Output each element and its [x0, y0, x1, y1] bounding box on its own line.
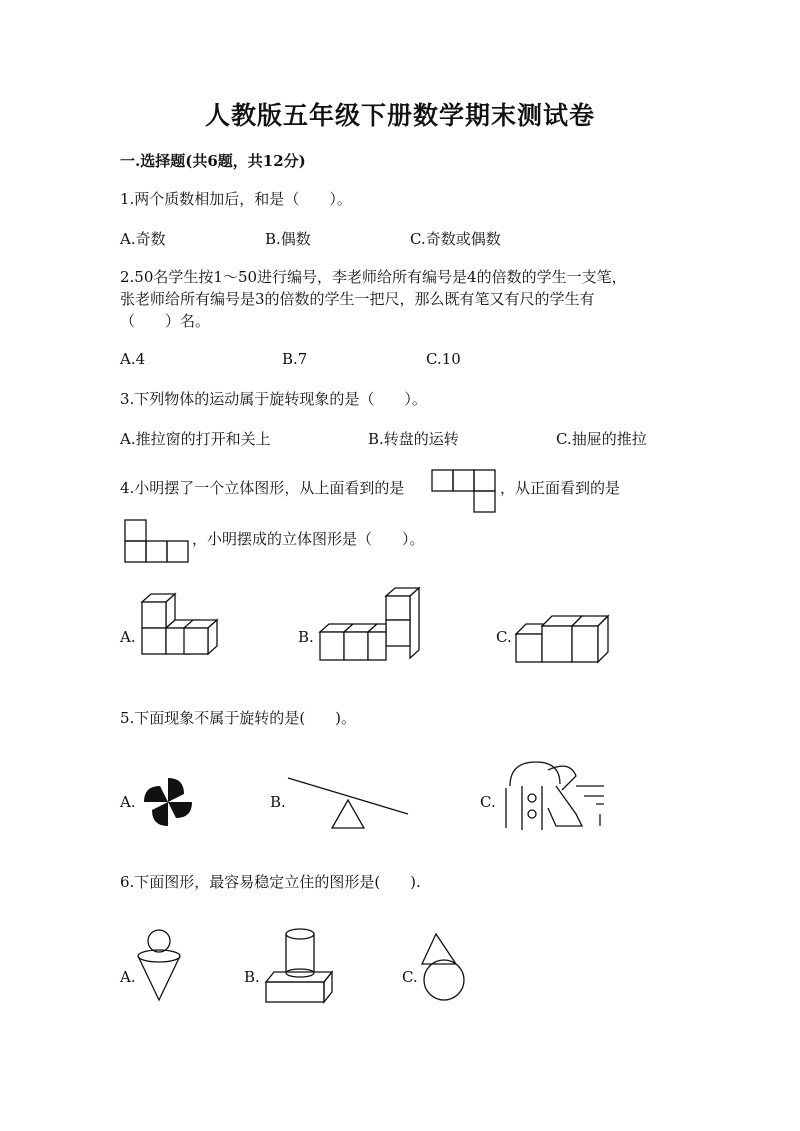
- cone-on-sphere-figure: [420, 932, 470, 1004]
- cube-figure-b: [318, 586, 428, 666]
- seesaw-icon: [286, 774, 412, 832]
- top-view-figure: [432, 469, 496, 513]
- q6-option-c-label: C.: [402, 968, 418, 986]
- cube-figure-a: [138, 592, 228, 662]
- section-heading: 一.选择题(共6题，共12分): [120, 152, 306, 170]
- front-view-figure: [124, 519, 190, 563]
- cube-figure-c: [514, 610, 624, 666]
- question-5: 5.下面现象不属于旋转的是( )。: [120, 709, 357, 727]
- q6-option-b-label: B.: [244, 968, 260, 986]
- q1-option-b: B.偶数: [265, 230, 311, 248]
- q1-option-c: C.奇数或偶数: [410, 230, 501, 248]
- q2-option-a: A.4: [120, 350, 146, 368]
- question-2-line1: 2.50名学生按1～50进行编号，李老师给所有编号是4的倍数的学生一支笔，: [120, 268, 627, 286]
- cone-sphere-figure: [136, 928, 186, 1004]
- question-2-line3: （ ）名。: [120, 312, 211, 330]
- q6-option-a-label: A.: [120, 968, 136, 986]
- q1-option-a: A.奇数: [120, 230, 166, 248]
- question-6: 6.下面图形，最容易稳定立住的图形是( ).: [120, 873, 421, 891]
- pinwheel-icon: [138, 772, 198, 832]
- question-4-part1: 4.小明摆了一个立体图形，从上面看到的是: [120, 479, 405, 497]
- q4-option-c-label: C.: [496, 628, 512, 646]
- q4-option-b-label: B.: [298, 628, 314, 646]
- q3-option-a: A.推拉窗的打开和关上: [120, 430, 271, 448]
- question-4-part3: ，小明摆成的立体图形是（ ）。: [192, 530, 425, 548]
- question-2-line2: 张老师给所有编号是3的倍数的学生一把尺，那么既有笔又有尺的学生有: [120, 290, 595, 308]
- q3-option-c: C.抽屉的推拉: [556, 430, 647, 448]
- q5-option-a-label: A.: [120, 793, 136, 811]
- cylinder-box-figure: [264, 926, 336, 1004]
- q5-option-b-label: B.: [270, 793, 286, 811]
- q4-option-a-label: A.: [120, 628, 136, 646]
- question-4-part2: ，从正面看到的是: [500, 479, 621, 497]
- question-1: 1.两个质数相加后，和是（ ）。: [120, 190, 352, 208]
- q2-option-b: B.7: [282, 350, 308, 368]
- page-title: 人教版五年级下册数学期末测试卷: [204, 101, 595, 130]
- slide-icon: [500, 756, 608, 834]
- question-3: 3.下列物体的运动属于旋转现象的是（ ）。: [120, 390, 427, 408]
- q5-option-c-label: C.: [480, 793, 496, 811]
- q2-option-c: C.10: [426, 350, 461, 368]
- q3-option-b: B.转盘的运转: [368, 430, 459, 448]
